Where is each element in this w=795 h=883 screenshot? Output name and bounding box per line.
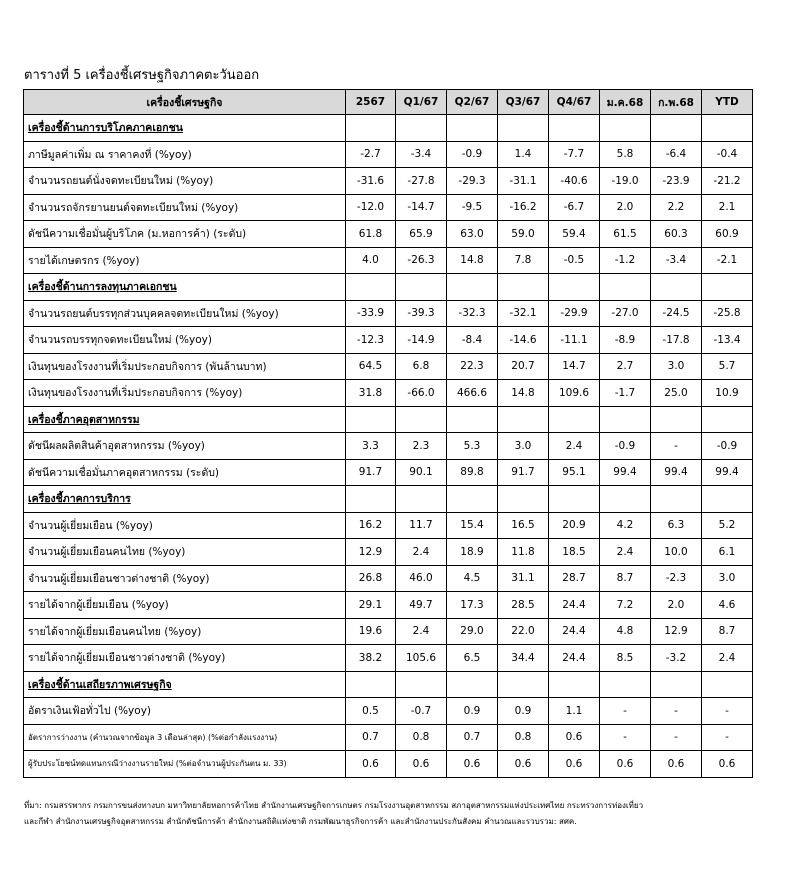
value-cell: 4.6 bbox=[702, 592, 753, 619]
value-cell: -0.5 bbox=[549, 247, 600, 274]
row-label: รายได้จากผู้เยี่ยมเยือน (%yoy) bbox=[24, 592, 346, 619]
value-cell: 0.7 bbox=[447, 724, 498, 751]
header-q3-67: Q3/67 bbox=[498, 90, 549, 115]
value-cell: 99.4 bbox=[702, 459, 753, 486]
value-cell bbox=[600, 274, 651, 301]
value-cell: 59.0 bbox=[498, 221, 549, 248]
value-cell bbox=[498, 671, 549, 698]
value-cell: -23.9 bbox=[651, 168, 702, 195]
value-cell: - bbox=[600, 724, 651, 751]
value-cell: 19.6 bbox=[346, 618, 396, 645]
header-jan-68: ม.ค.68 bbox=[600, 90, 651, 115]
value-cell: 20.9 bbox=[549, 512, 600, 539]
value-cell bbox=[600, 486, 651, 513]
value-cell bbox=[651, 274, 702, 301]
value-cell: 24.4 bbox=[549, 645, 600, 672]
value-cell: -32.3 bbox=[447, 300, 498, 327]
value-cell: -12.0 bbox=[346, 194, 396, 221]
value-cell: 2.0 bbox=[651, 592, 702, 619]
value-cell bbox=[651, 115, 702, 142]
value-cell: 31.8 bbox=[346, 380, 396, 407]
section-header-row bbox=[24, 671, 753, 698]
value-cell: 34.4 bbox=[498, 645, 549, 672]
value-cell: 89.8 bbox=[447, 459, 498, 486]
value-cell bbox=[498, 486, 549, 513]
value-cell: 24.4 bbox=[549, 618, 600, 645]
value-cell: 61.8 bbox=[346, 221, 396, 248]
value-cell: -29.9 bbox=[549, 300, 600, 327]
value-cell: 0.6 bbox=[447, 751, 498, 778]
value-cell: -8.4 bbox=[447, 327, 498, 354]
value-cell: 4.2 bbox=[600, 512, 651, 539]
value-cell: 2.7 bbox=[600, 353, 651, 380]
value-cell: -17.8 bbox=[651, 327, 702, 354]
section-header-row bbox=[24, 406, 753, 433]
value-cell: 95.1 bbox=[549, 459, 600, 486]
header-2567: 2567 bbox=[346, 90, 396, 115]
value-cell: 12.9 bbox=[346, 539, 396, 566]
section-label: เครื่องชี้ภาคการบริการ bbox=[24, 486, 346, 513]
value-cell: - bbox=[600, 698, 651, 725]
value-cell: 105.6 bbox=[396, 645, 447, 672]
row-label: รายได้จากผู้เยี่ยมเยือนชาวต่างชาติ (%yoy) bbox=[24, 645, 346, 672]
value-cell: 18.5 bbox=[549, 539, 600, 566]
value-cell: 16.5 bbox=[498, 512, 549, 539]
value-cell: 4.0 bbox=[346, 247, 396, 274]
value-cell: - bbox=[651, 698, 702, 725]
value-cell: -24.5 bbox=[651, 300, 702, 327]
row-label: ผู้รับประโยชน์ทดแทนกรณีว่างงานรายใหม่ (%ต่อจำนวนผู้ประกันตน ม. 33) bbox=[24, 751, 346, 778]
section-label: เครื่องชี้ภาคอุตสาหกรรม bbox=[24, 406, 346, 433]
value-cell: 1.1 bbox=[549, 698, 600, 725]
value-cell: 12.9 bbox=[651, 618, 702, 645]
table-row bbox=[24, 592, 753, 619]
value-cell: -0.4 bbox=[702, 141, 753, 168]
value-cell: -14.9 bbox=[396, 327, 447, 354]
value-cell: 3.0 bbox=[498, 433, 549, 460]
value-cell: 2.4 bbox=[396, 539, 447, 566]
value-cell: 63.0 bbox=[447, 221, 498, 248]
value-cell: 11.7 bbox=[396, 512, 447, 539]
table-row bbox=[24, 353, 753, 380]
table-row bbox=[24, 724, 753, 751]
value-cell: - bbox=[651, 724, 702, 751]
value-cell bbox=[702, 406, 753, 433]
value-cell bbox=[396, 274, 447, 301]
value-cell: 0.8 bbox=[498, 724, 549, 751]
value-cell: - bbox=[702, 724, 753, 751]
value-cell: 0.9 bbox=[447, 698, 498, 725]
value-cell bbox=[396, 406, 447, 433]
value-cell: 0.6 bbox=[396, 751, 447, 778]
value-cell: 14.7 bbox=[549, 353, 600, 380]
value-cell: -33.9 bbox=[346, 300, 396, 327]
value-cell bbox=[346, 274, 396, 301]
value-cell: -8.9 bbox=[600, 327, 651, 354]
value-cell: -14.7 bbox=[396, 194, 447, 221]
value-cell: 90.1 bbox=[396, 459, 447, 486]
table-row bbox=[24, 618, 753, 645]
value-cell: -16.2 bbox=[498, 194, 549, 221]
value-cell bbox=[498, 406, 549, 433]
row-label: ดัชนีความเชื่อมั่นผู้บริโภค (ม.หอการค้า) (ระดับ) bbox=[24, 221, 346, 248]
value-cell: 5.3 bbox=[447, 433, 498, 460]
value-cell: 28.5 bbox=[498, 592, 549, 619]
value-cell: -1.7 bbox=[600, 380, 651, 407]
table-row bbox=[24, 645, 753, 672]
value-cell bbox=[346, 486, 396, 513]
section-label: เครื่องชี้ด้านการลงทุนภาคเอกชน bbox=[24, 274, 346, 301]
section-label: เครื่องชี้ด้านการบริโภคภาคเอกชน bbox=[24, 115, 346, 142]
section-label: เครื่องชี้ด้านเสถียรภาพเศรษฐกิจ bbox=[24, 671, 346, 698]
value-cell: 91.7 bbox=[498, 459, 549, 486]
table-row bbox=[24, 168, 753, 195]
value-cell: 0.6 bbox=[346, 751, 396, 778]
value-cell: 26.8 bbox=[346, 565, 396, 592]
value-cell: -2.1 bbox=[702, 247, 753, 274]
value-cell: 0.8 bbox=[396, 724, 447, 751]
row-label: ดัชนีความเชื่อมั่นภาคอุตสาหกรรม (ระดับ) bbox=[24, 459, 346, 486]
value-cell: -29.3 bbox=[447, 168, 498, 195]
value-cell: -13.4 bbox=[702, 327, 753, 354]
section-header-row bbox=[24, 274, 753, 301]
value-cell: 60.9 bbox=[702, 221, 753, 248]
value-cell: 38.2 bbox=[346, 645, 396, 672]
value-cell: -6.7 bbox=[549, 194, 600, 221]
value-cell: 15.4 bbox=[447, 512, 498, 539]
value-cell: 5.8 bbox=[600, 141, 651, 168]
value-cell: 65.9 bbox=[396, 221, 447, 248]
value-cell: 25.0 bbox=[651, 380, 702, 407]
value-cell: 5.2 bbox=[702, 512, 753, 539]
value-cell: -26.3 bbox=[396, 247, 447, 274]
value-cell bbox=[396, 115, 447, 142]
value-cell: 1.4 bbox=[498, 141, 549, 168]
table-row bbox=[24, 141, 753, 168]
value-cell: 14.8 bbox=[498, 380, 549, 407]
value-cell: 64.5 bbox=[346, 353, 396, 380]
value-cell: 14.8 bbox=[447, 247, 498, 274]
value-cell: 0.6 bbox=[600, 751, 651, 778]
value-cell: -6.4 bbox=[651, 141, 702, 168]
value-cell: 10.9 bbox=[702, 380, 753, 407]
value-cell: 2.0 bbox=[600, 194, 651, 221]
value-cell: -3.4 bbox=[396, 141, 447, 168]
value-cell bbox=[600, 406, 651, 433]
value-cell bbox=[651, 671, 702, 698]
table-row bbox=[24, 194, 753, 221]
value-cell bbox=[600, 671, 651, 698]
value-cell: 99.4 bbox=[651, 459, 702, 486]
value-cell bbox=[651, 406, 702, 433]
value-cell: - bbox=[651, 433, 702, 460]
table-body bbox=[24, 115, 753, 778]
row-label: จำนวนรถยนต์นั่งจดทะเบียนใหม่ (%yoy) bbox=[24, 168, 346, 195]
value-cell: -9.5 bbox=[447, 194, 498, 221]
value-cell: 31.1 bbox=[498, 565, 549, 592]
row-label: อัตราเงินเฟ้อทั่วไป (%yoy) bbox=[24, 698, 346, 725]
table-row bbox=[24, 300, 753, 327]
value-cell: -2.7 bbox=[346, 141, 396, 168]
row-label: อัตราการว่างงาน (คำนวณจากข้อมูล 3 เดือนล่าสุด) (%ต่อกำลังแรงงาน) bbox=[24, 724, 346, 751]
value-cell: -14.6 bbox=[498, 327, 549, 354]
value-cell: 7.2 bbox=[600, 592, 651, 619]
value-cell: 0.6 bbox=[498, 751, 549, 778]
row-label: รายได้จากผู้เยี่ยมเยือนคนไทย (%yoy) bbox=[24, 618, 346, 645]
value-cell bbox=[447, 406, 498, 433]
value-cell: 29.1 bbox=[346, 592, 396, 619]
value-cell bbox=[396, 486, 447, 513]
value-cell: -0.9 bbox=[702, 433, 753, 460]
value-cell: 2.1 bbox=[702, 194, 753, 221]
source-note bbox=[24, 798, 784, 830]
value-cell: 18.9 bbox=[447, 539, 498, 566]
table-row bbox=[24, 247, 753, 274]
value-cell: 2.4 bbox=[396, 618, 447, 645]
value-cell: 2.2 bbox=[651, 194, 702, 221]
value-cell: 8.7 bbox=[600, 565, 651, 592]
value-cell: 0.6 bbox=[549, 724, 600, 751]
value-cell: 4.8 bbox=[600, 618, 651, 645]
table-row bbox=[24, 751, 753, 778]
header-q1-67: Q1/67 bbox=[396, 90, 447, 115]
value-cell: 6.3 bbox=[651, 512, 702, 539]
value-cell: -12.3 bbox=[346, 327, 396, 354]
value-cell: 46.0 bbox=[396, 565, 447, 592]
header-q4-67: Q4/67 bbox=[549, 90, 600, 115]
row-label: จำนวนผู้เยี่ยมเยือนชาวต่างชาติ (%yoy) bbox=[24, 565, 346, 592]
table-row bbox=[24, 698, 753, 725]
header-indicator: เครื่องชี้เศรษฐกิจ bbox=[24, 90, 346, 115]
value-cell: 11.8 bbox=[498, 539, 549, 566]
row-label: ภาษีมูลค่าเพิ่ม ณ ราคาคงที่ (%yoy) bbox=[24, 141, 346, 168]
value-cell bbox=[447, 671, 498, 698]
value-cell: 2.3 bbox=[396, 433, 447, 460]
row-label: จำนวนรถบรรทุกจดทะเบียนใหม่ (%yoy) bbox=[24, 327, 346, 354]
value-cell bbox=[549, 274, 600, 301]
value-cell bbox=[549, 671, 600, 698]
value-cell: 22.0 bbox=[498, 618, 549, 645]
section-header-row bbox=[24, 115, 753, 142]
table-row bbox=[24, 565, 753, 592]
value-cell: 0.6 bbox=[549, 751, 600, 778]
value-cell: -0.9 bbox=[447, 141, 498, 168]
value-cell: 29.0 bbox=[447, 618, 498, 645]
row-label: เงินทุนของโรงงานที่เริ่มประกอบกิจการ (พันล้านบาท) bbox=[24, 353, 346, 380]
value-cell: 3.0 bbox=[702, 565, 753, 592]
value-cell bbox=[702, 486, 753, 513]
value-cell: 2.4 bbox=[702, 645, 753, 672]
value-cell: -66.0 bbox=[396, 380, 447, 407]
value-cell: 466.6 bbox=[447, 380, 498, 407]
value-cell bbox=[447, 115, 498, 142]
table-row bbox=[24, 459, 753, 486]
value-cell: -32.1 bbox=[498, 300, 549, 327]
value-cell: 28.7 bbox=[549, 565, 600, 592]
table-row bbox=[24, 380, 753, 407]
value-cell: -39.3 bbox=[396, 300, 447, 327]
value-cell: -21.2 bbox=[702, 168, 753, 195]
value-cell: - bbox=[702, 698, 753, 725]
value-cell: 10.0 bbox=[651, 539, 702, 566]
source-note-line-1: ที่มา: กรมสรรพากร กรมการขนส่งทางบก มหาวิทยาลัยหอการค้าไทย สำนักงานเศรษฐกิจการเกษตร กรมโรงงานอุตสาหกรรม สภาอุตสาหกรรมแห่งประเทศไทย กระทรวงการท่องเที่ยว bbox=[24, 801, 644, 810]
value-cell: -19.0 bbox=[600, 168, 651, 195]
value-cell: 8.5 bbox=[600, 645, 651, 672]
value-cell bbox=[498, 115, 549, 142]
row-label: เงินทุนของโรงงานที่เริ่มประกอบกิจการ (%yoy) bbox=[24, 380, 346, 407]
value-cell: 6.8 bbox=[396, 353, 447, 380]
row-label: จำนวนรถจักรยานยนต์จดทะเบียนใหม่ (%yoy) bbox=[24, 194, 346, 221]
value-cell bbox=[651, 486, 702, 513]
value-cell: -31.1 bbox=[498, 168, 549, 195]
value-cell bbox=[498, 274, 549, 301]
table-title: ตารางที่ 5 เครื่องชี้เศรษฐกิจภาคตะวันออก bbox=[24, 68, 260, 83]
value-cell bbox=[346, 406, 396, 433]
value-cell bbox=[702, 115, 753, 142]
value-cell: 2.4 bbox=[600, 539, 651, 566]
table-row bbox=[24, 327, 753, 354]
source-note-line-2: และกีฬา สำนักงานเศรษฐกิจอุตสาหกรรม สำนักดัชนีการค้า สำนักงานสถิติแห่งชาติ กรมพัฒนาธุรกิจการค้า และสำนักงานประกันสังคม คำนวณและรวบรวม: สศค. bbox=[24, 817, 577, 826]
value-cell: 49.7 bbox=[396, 592, 447, 619]
value-cell: 0.6 bbox=[702, 751, 753, 778]
header-q2-67: Q2/67 bbox=[447, 90, 498, 115]
value-cell: 0.5 bbox=[346, 698, 396, 725]
table-header-row bbox=[24, 90, 753, 115]
value-cell bbox=[549, 406, 600, 433]
table-row bbox=[24, 221, 753, 248]
value-cell: 109.6 bbox=[549, 380, 600, 407]
value-cell: 61.5 bbox=[600, 221, 651, 248]
value-cell: -40.6 bbox=[549, 168, 600, 195]
value-cell: -27.0 bbox=[600, 300, 651, 327]
row-label: จำนวนผู้เยี่ยมเยือน (%yoy) bbox=[24, 512, 346, 539]
value-cell: 17.3 bbox=[447, 592, 498, 619]
value-cell: 3.3 bbox=[346, 433, 396, 460]
value-cell: -7.7 bbox=[549, 141, 600, 168]
value-cell: 22.3 bbox=[447, 353, 498, 380]
value-cell bbox=[549, 115, 600, 142]
header-ytd: YTD bbox=[702, 90, 753, 115]
value-cell: 0.7 bbox=[346, 724, 396, 751]
value-cell: 16.2 bbox=[346, 512, 396, 539]
value-cell: -11.1 bbox=[549, 327, 600, 354]
value-cell: 7.8 bbox=[498, 247, 549, 274]
value-cell bbox=[549, 486, 600, 513]
value-cell: 20.7 bbox=[498, 353, 549, 380]
value-cell: 5.7 bbox=[702, 353, 753, 380]
value-cell: 59.4 bbox=[549, 221, 600, 248]
row-label: ดัชนีผลผลิตสินค้าอุตสาหกรรม (%yoy) bbox=[24, 433, 346, 460]
value-cell: -25.8 bbox=[702, 300, 753, 327]
value-cell: -3.4 bbox=[651, 247, 702, 274]
table-row bbox=[24, 433, 753, 460]
value-cell bbox=[702, 274, 753, 301]
value-cell bbox=[600, 115, 651, 142]
value-cell: -31.6 bbox=[346, 168, 396, 195]
value-cell: 91.7 bbox=[346, 459, 396, 486]
value-cell bbox=[346, 671, 396, 698]
value-cell: 0.6 bbox=[651, 751, 702, 778]
value-cell: 6.1 bbox=[702, 539, 753, 566]
table-row bbox=[24, 512, 753, 539]
value-cell: -0.9 bbox=[600, 433, 651, 460]
value-cell: 60.3 bbox=[651, 221, 702, 248]
row-label: จำนวนรถยนต์บรรทุกส่วนบุคคลจดทะเบียนใหม่ (%yoy) bbox=[24, 300, 346, 327]
value-cell: 8.7 bbox=[702, 618, 753, 645]
value-cell: -1.2 bbox=[600, 247, 651, 274]
value-cell bbox=[346, 115, 396, 142]
value-cell: -3.2 bbox=[651, 645, 702, 672]
value-cell: 24.4 bbox=[549, 592, 600, 619]
value-cell: 6.5 bbox=[447, 645, 498, 672]
value-cell: 4.5 bbox=[447, 565, 498, 592]
value-cell: -2.3 bbox=[651, 565, 702, 592]
value-cell: 99.4 bbox=[600, 459, 651, 486]
value-cell: 0.9 bbox=[498, 698, 549, 725]
value-cell bbox=[396, 671, 447, 698]
section-header-row bbox=[24, 486, 753, 513]
value-cell: 3.0 bbox=[651, 353, 702, 380]
row-label: รายได้เกษตรกร (%yoy) bbox=[24, 247, 346, 274]
value-cell: -27.8 bbox=[396, 168, 447, 195]
row-label: จำนวนผู้เยี่ยมเยือนคนไทย (%yoy) bbox=[24, 539, 346, 566]
value-cell bbox=[702, 671, 753, 698]
economic-indicators-table bbox=[23, 89, 753, 778]
table-row bbox=[24, 539, 753, 566]
value-cell: -0.7 bbox=[396, 698, 447, 725]
value-cell: 2.4 bbox=[549, 433, 600, 460]
value-cell bbox=[447, 274, 498, 301]
value-cell bbox=[447, 486, 498, 513]
header-feb-68: ก.พ.68 bbox=[651, 90, 702, 115]
